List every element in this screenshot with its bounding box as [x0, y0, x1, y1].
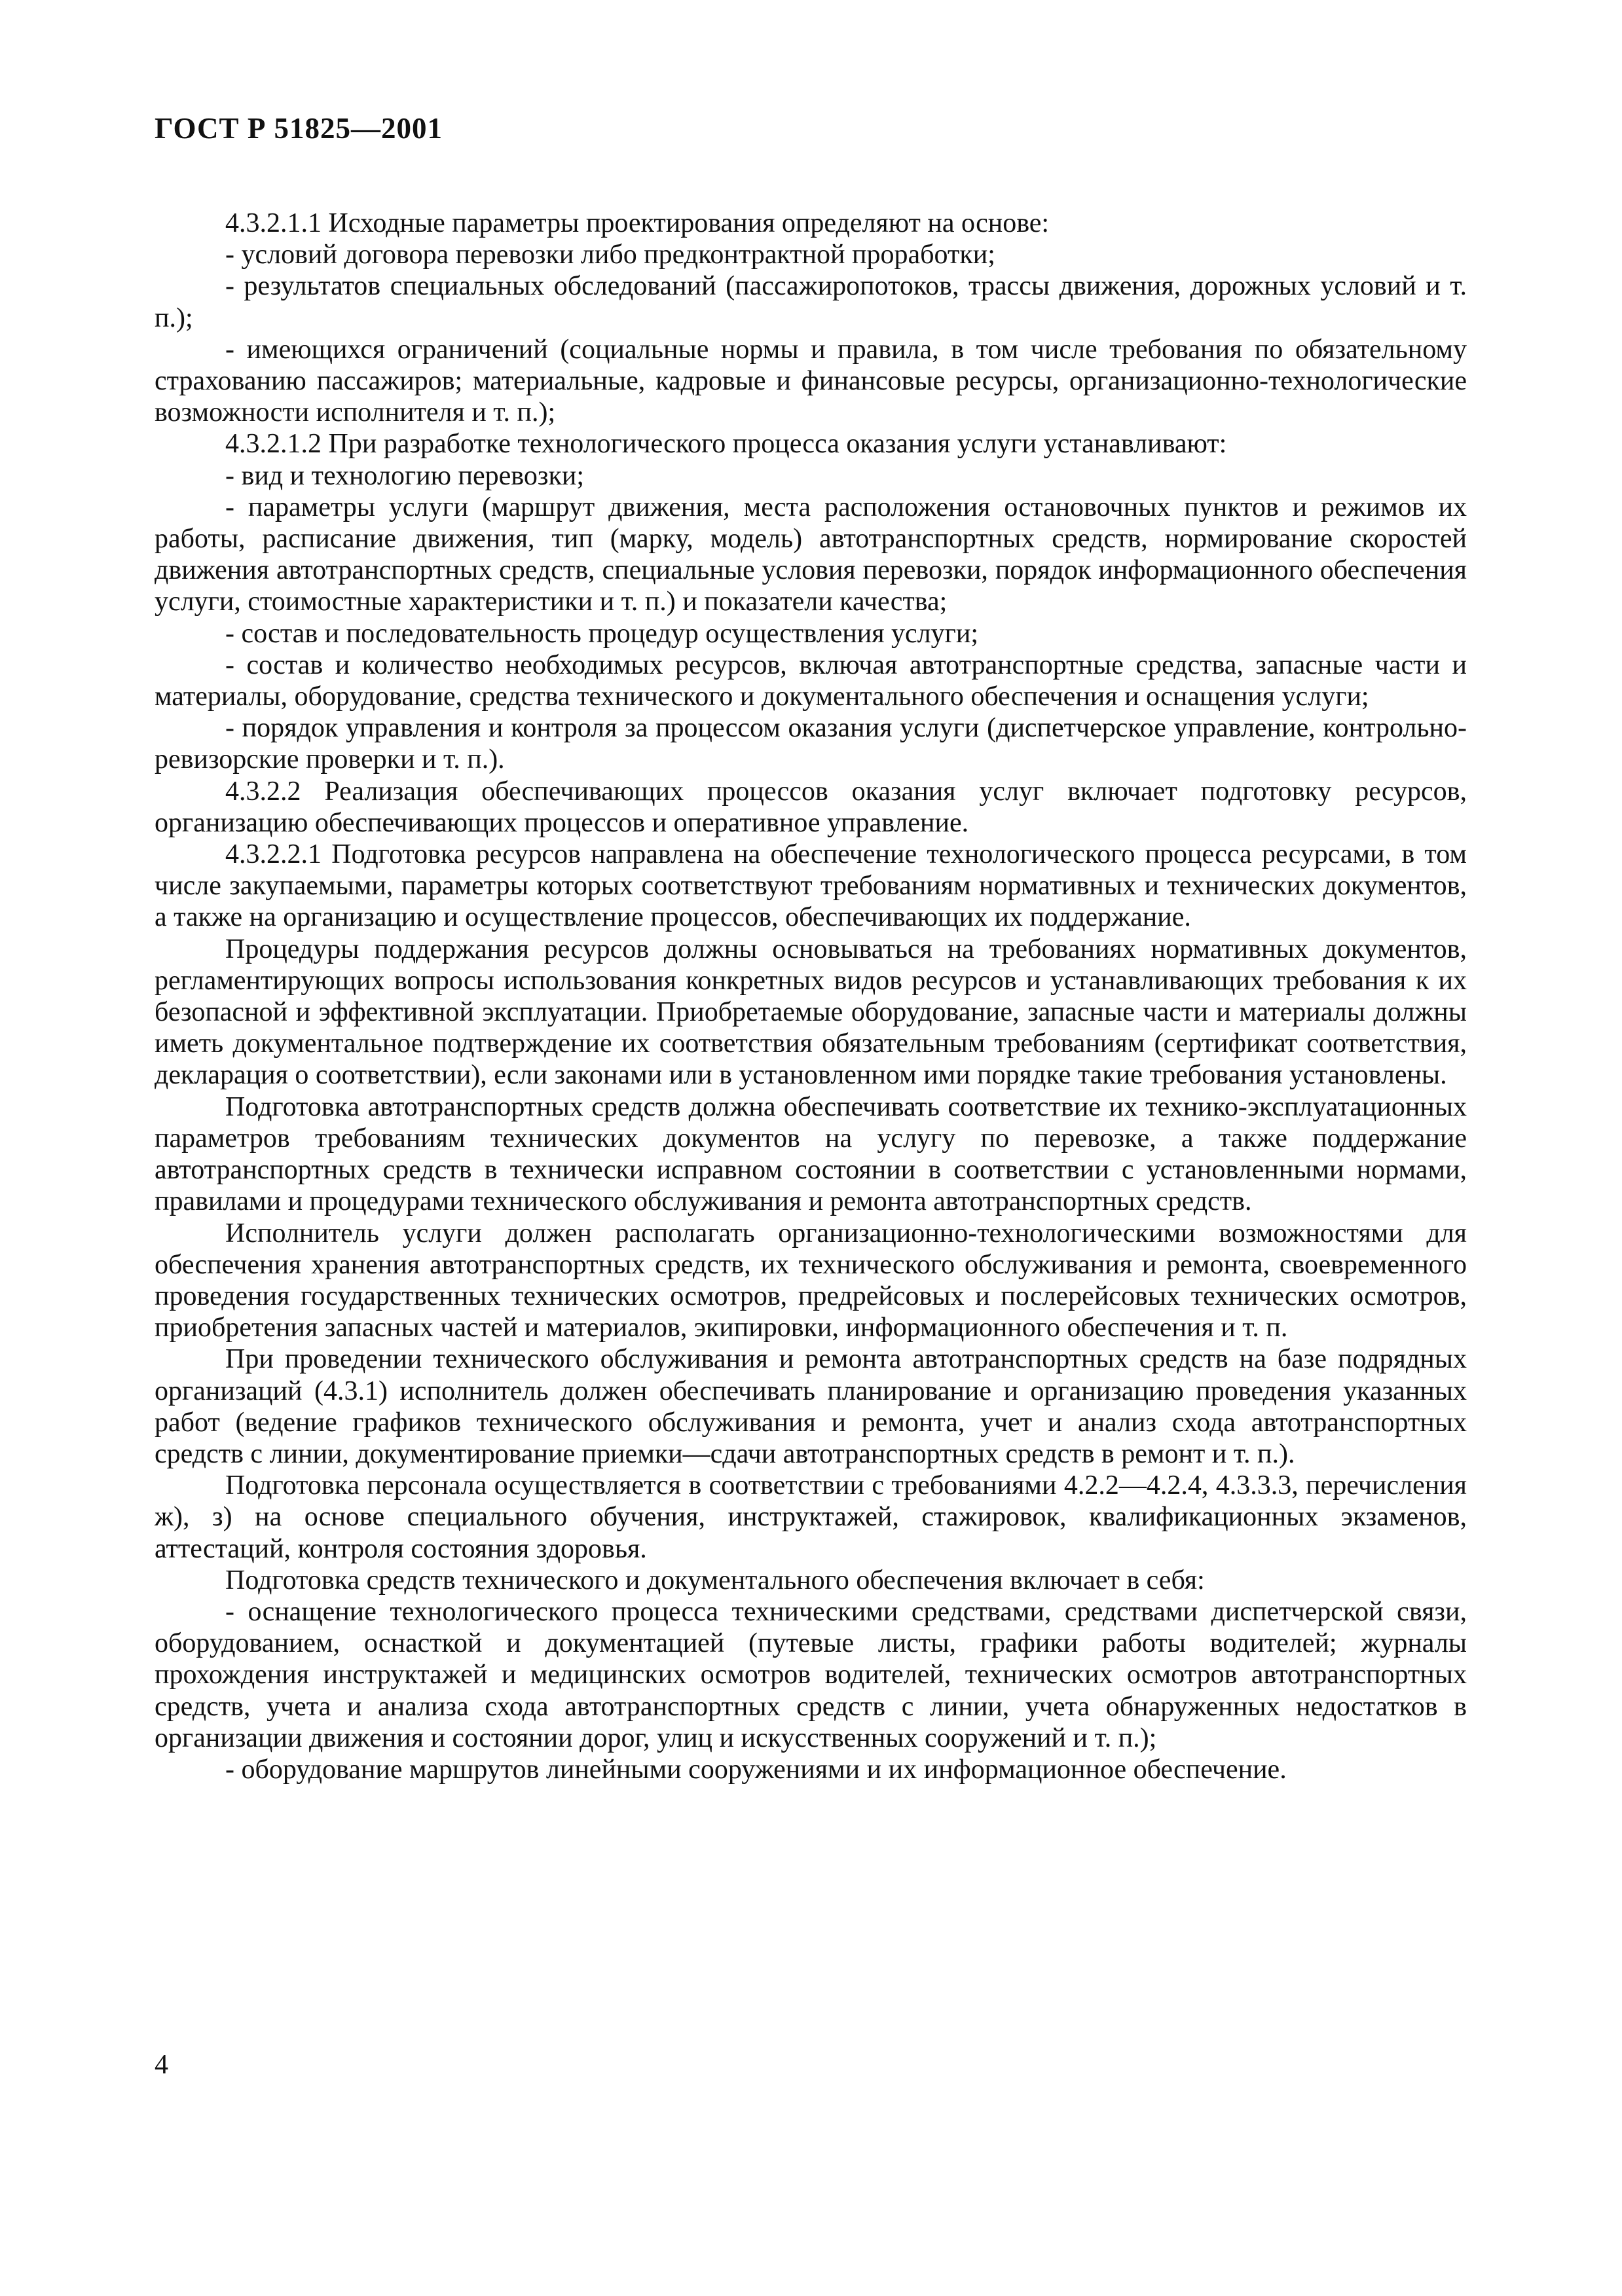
list-item: - оборудование маршрутов линейными сооружениями и их информационное обеспечение.	[225, 1754, 1287, 1785]
list-item: - имеющихся ограничений (социальные нормы и правила, в том числе требования по обязательному страхованию пассажиров; материальные, кадровые и финансовые ресурсы, организационно-технологические возможности исполнителя и т. п.);	[155, 334, 1467, 428]
body-paragraph: При проведении технического обслуживания и ремонта автотранспортных средств на базе подрядных организаций (4.3.1) исполнитель должен обеспечивать планирование и организацию проведения указанных работ (ведение графиков технического обслуживания и ремонта, учет и анализ схода автотранспортных средств с линии, документирование приемки—сдачи автотранспортных средств в ремонт и т. п.).	[155, 1344, 1467, 1469]
paragraph-4-3-2-2: 4.3.2.2 Реализация обеспечивающих процессов оказания услуг включает подготовку ресурсов, организацию обеспечивающих процессов и оперативное управление.	[155, 776, 1467, 838]
list-item: - состав и количество необходимых ресурсов, включая автотранспортные средства, запасные части и материалы, оборудование, средства технического и документального обеспечения и оснащения услуги;	[155, 649, 1467, 712]
paragraph-4-3-2-1-2: 4.3.2.1.2 При разработке технологического процесса оказания услуги устанавливают:	[225, 429, 1227, 460]
body-paragraph: Исполнитель услуги должен располагать организационно-технологическими возможностями для обеспечения хранения автотранспортных средств, их технического обслуживания и ремонта, своевременного проведения государственных технических осмотров, предрейсовых и послерейсовых технических осмотров, приобретения запасных частей и материалов, экипировки, информационного обеспечения и т. п.	[155, 1218, 1467, 1343]
body-paragraph: Подготовка автотранспортных средств должна обеспечивать соответствие их технико-эксплуатационных параметров требованиям технических документов на услугу по перевозке, а также поддержание автотранспортных средств в технически исправном состоянии в соответствии с установленными нормами, правилами и процедурами технического обслуживания и ремонта автотранспортных средств.	[155, 1091, 1467, 1217]
document-code-header: ГОСТ Р 51825—2001	[155, 112, 443, 145]
page-number: 4	[155, 2050, 168, 2080]
body-paragraph: Подготовка персонала осуществляется в соответствии с требованиями 4.2.2—4.2.4, 4.3.3.3, перечисления ж), з) на основе специального обучения, инструктажей, стажировок, квалификационных экзаменов, аттестаций, контроля состояния здоровья.	[155, 1470, 1467, 1564]
list-item: - порядок управления и контроля за процессом оказания услуги (диспетчерское управление, контрольно-ревизорские проверки и т. п.).	[155, 713, 1467, 775]
list-item: - условий договора перевозки либо предконтрактной проработки;	[225, 240, 995, 270]
document-body	[155, 208, 1467, 1785]
list-item: - состав и последовательность процедур осуществления услуги;	[225, 618, 979, 649]
list-item: - оснащение технологического процесса техническими средствами, средствами диспетчерской связи, оборудованием, оснасткой и документацией (путевые листы, графики работы водителей; журналы прохождения инструктажей и медицинских осмотров водителей, технических осмотров автотранспортных средств, учета и анализа схода автотранспортных средств с линии, учета обнаруженных недостатков в организации движения и состоянии дорог, улиц и искусственных сооружений и т. п.);	[155, 1596, 1467, 1753]
paragraph-4-3-2-1-1: 4.3.2.1.1 Исходные параметры проектирования определяют на основе:	[225, 208, 1050, 238]
list-item: - вид и технологию перевозки;	[225, 460, 584, 491]
body-paragraph: Подготовка средств технического и документального обеспечения включает в себя:	[225, 1565, 1205, 1595]
list-item: - результатов специальных обследований (пассажиропотоков, трассы движения, дорожных условий и т. п.);	[155, 271, 1467, 333]
paragraph-4-3-2-2-1: 4.3.2.2.1 Подготовка ресурсов направлена на обеспечение технологического процесса ресурсами, в том числе закупаемыми, параметры которых соответствуют требованиям нормативных и технических документов, а также на организацию и осуществление процессов, обеспечивающих их поддержание.	[155, 839, 1467, 933]
list-item: - параметры услуги (маршрут движения, места расположения остановочных пунктов и режимов их работы, расписание движения, тип (марку, модель) автотранспортных средств, нормирование скоростей движения автотранспортных средств, специальные условия перевозки, порядок информационного обеспечения услуги, стоимостные характеристики и т. п.) и показатели качества;	[155, 492, 1467, 617]
body-paragraph: Процедуры поддержания ресурсов должны основываться на требованиях нормативных документов, регламентирующих вопросы использования конкретных видов ресурсов и устанавливающих требования к их безопасной и эффективной эксплуатации. Приобретаемые оборудование, запасные части и материалы должны иметь документальное подтверждение их соответствия обязательным требованиям (сертификат соответствия, декларация о соответствии), если законами или в установленном ими порядке такие требования установлены.	[155, 934, 1467, 1091]
